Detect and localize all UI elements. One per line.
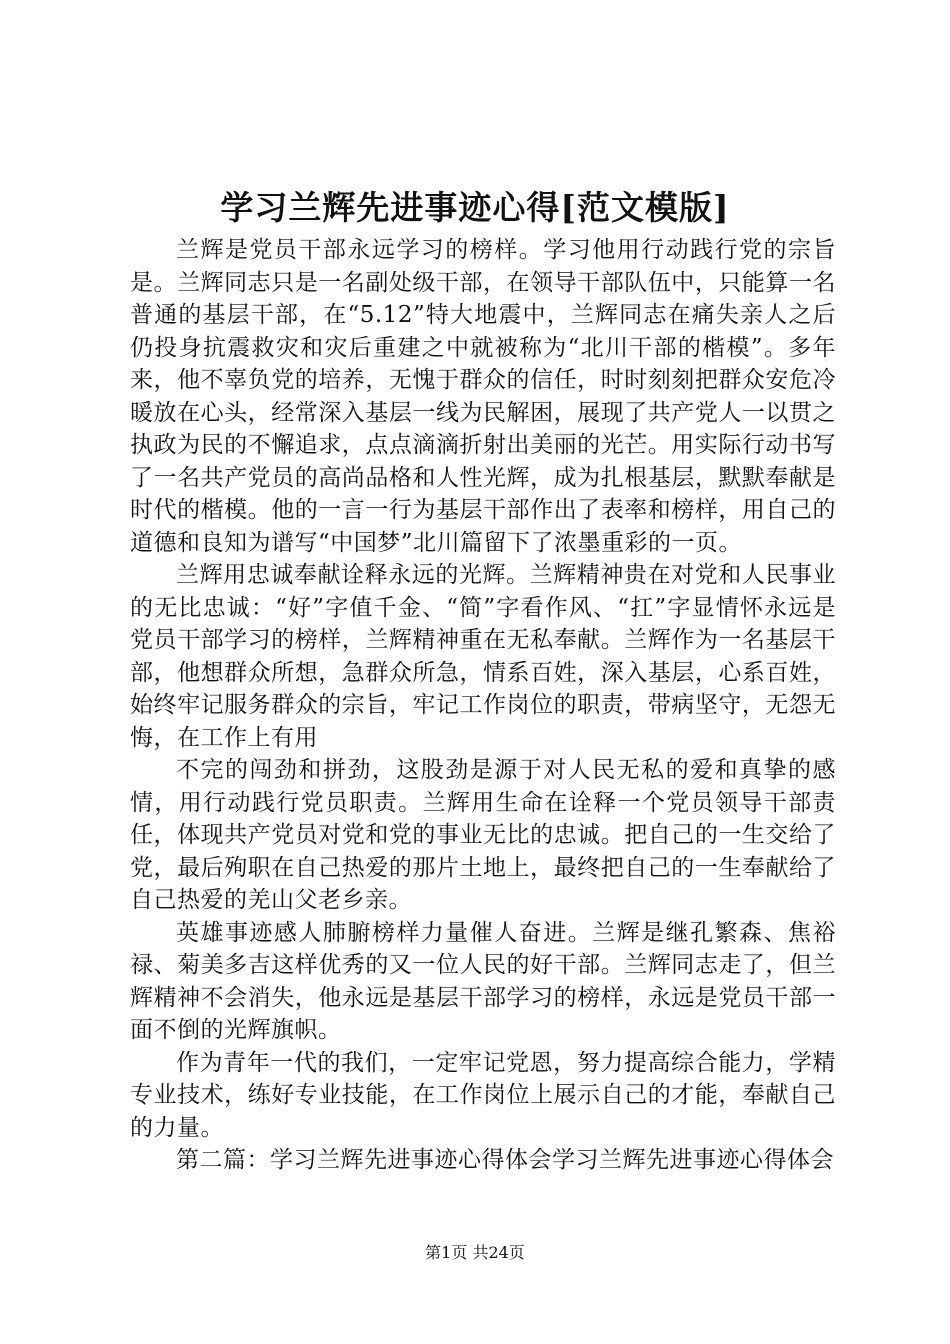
paragraph-1: 兰辉是党员干部永远学习的榜样。学习他用行动践行党的宗旨是。兰辉同志只是一名副处级干部，在领导干部队伍中，只能算一名普通的基层干部，在“5.12”特大地震中，兰辉同志在痛失亲人之后仍投身抗震救灾和灾后重建之中就被称为“北川干部的楷模”。多年来，他不辜负党的培养，无愧于群众的信任，时时刻刻把群众安危冷暖放在心头，经常深入基层一线为民解困，展现了共产党人一以贯之执政为民的不懈追求，点点滴滴折射出美丽的光芒。用实际行动书写了一名共产党员的高尚品格和人性光辉，成为扎根基层，默默奉献是时代的楷模。他的一言一行为基层干部作出了表率和榜样，用自己的道德和良知为谱写“中国梦”北川篇留下了浓墨重彩的一页。 bbox=[130, 237, 836, 556]
document-body bbox=[130, 234, 836, 1177]
document-title: 学习兰辉先进事迹心得[范文模版] bbox=[220, 188, 730, 227]
paragraph-3: 不完的闯劲和拼劲，这股劲是源于对人民无私的爱和真挚的感情，用行动践行党员职责。兰辉用生命在诠释一个党员领导干部责任，体现共产党员对党和党的事业无比的忠诚。把自己的一生交给了党，最后殉职在自己热爱的那片土地上，最终把自己的一生奉献给了自己热爱的羌山父老乡亲。 bbox=[130, 757, 836, 913]
paragraph-2: 兰辉用忠诚奉献诠释永远的光辉。兰辉精神贵在对党和人民事业的无比忠诚：“好”字值千金、“简”字看作风、“扛”字显情怀永远是党员干部学习的榜样，兰辉精神重在无私奉献。兰辉作为一名基层干部，他想群众所想，急群众所急，情系百姓，深入基层，心系百姓，始终牢记服务群众的宗旨，牢记工作岗位的职责，带病坚守，无怨无悔，在工作上有用 bbox=[130, 562, 836, 751]
paragraph-5: 作为青年一代的我们，一定牢记党恩，努力提高综合能力，学精专业技术，练好专业技能，在工作岗位上展示自己的才能，奉献自己的力量。 bbox=[130, 1049, 836, 1141]
page-number-footer: 第1页 共24页 bbox=[425, 1243, 525, 1262]
paragraph-4: 英雄事迹感人肺腑榜样力量催人奋进。兰辉是继孔繁森、焦裕禄、菊美多吉这样优秀的又一位人民的好干部。兰辉同志走了，但兰辉精神不会消失，他永远是基层干部学习的榜样，永远是党员干部一面不倒的光辉旗帜。 bbox=[130, 919, 836, 1043]
paragraph-6: 第二篇：学习兰辉先进事迹心得体会学习兰辉先进事迹心得体会 bbox=[176, 1147, 834, 1173]
